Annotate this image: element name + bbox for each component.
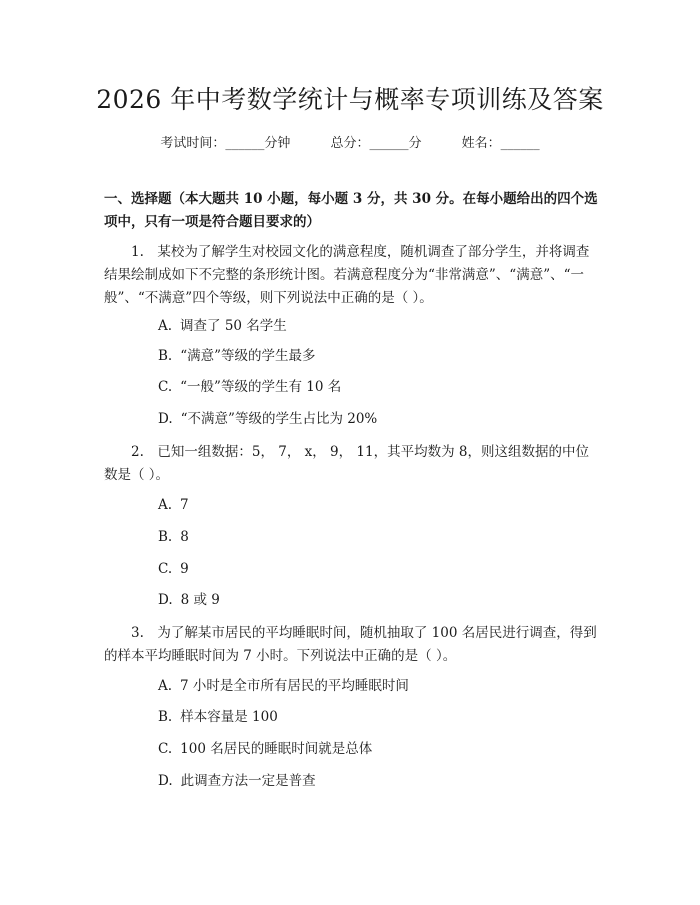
question-3-stem: 3. 为了解某市居民的平均睡眠时间，随机抽取了 100 名居民进行调查，得到的样本平均睡眠时间为 7 小时。下列说法中正确的是（ ）。 (104, 625, 597, 664)
section-heading: 一、选择题（本大题共 10 小题，每小题 3 分，共 30 分。在每小题给出的四个选项中，只有一项是符合题目要求的） (104, 191, 598, 230)
question-1-option-c (158, 377, 341, 397)
question-2-option-a (158, 495, 189, 515)
page-title: 2026 年中考数学统计与概率专项训练及答案 (96, 85, 604, 114)
exam-info-line (0, 132, 700, 151)
option-letter: C. (158, 741, 173, 757)
option-text: “满意”等级的学生最多 (180, 348, 316, 364)
question-1-option-a (158, 316, 287, 336)
question-1-option-b (158, 346, 316, 366)
option-text: 7 小时是全市所有居民的平均睡眠时间 (180, 678, 409, 694)
option-text: 8 (180, 529, 189, 545)
option-letter: A. (158, 318, 173, 334)
question-3-option-d (158, 771, 316, 791)
option-text: 调查了 50 名学生 (180, 318, 287, 334)
option-text: “不满意”等级的学生占比为 20% (180, 411, 378, 427)
option-text: 此调查方法一定是普查 (180, 773, 316, 789)
option-letter: D. (158, 411, 173, 427)
option-letter: B. (158, 709, 173, 725)
question-2-option-b (158, 527, 189, 547)
option-letter: C. (158, 379, 173, 395)
option-text: 100 名居民的睡眠时间就是总体 (180, 741, 373, 757)
question-2-option-c (158, 559, 189, 579)
option-letter: D. (158, 592, 173, 608)
question-3-option-a (158, 676, 409, 696)
option-letter: C. (158, 561, 173, 577)
student-name-field: 姓名：______ (461, 136, 540, 151)
option-letter: B. (158, 348, 173, 364)
option-letter: A. (158, 678, 173, 694)
question-1-stem: 1. 某校为了解学生对校园文化的满意程度，随机调查了部分学生，并将调查结果绘制成如下不完整的条形统计图。若满意程度分为“非常满意”、“满意”、“一般”、“不满意”四个等级，则下列说法中正确的是（ ）。 (104, 244, 590, 306)
option-text: “一般”等级的学生有 10 名 (180, 379, 342, 395)
option-text: 8 或 9 (180, 592, 220, 608)
option-letter: A. (158, 497, 173, 513)
question-3-option-b (158, 707, 278, 727)
option-text: 9 (180, 561, 189, 577)
question-2-option-d (158, 590, 220, 610)
option-letter: D. (158, 773, 173, 789)
option-text: 样本容量是 100 (180, 709, 278, 725)
total-score-field: 总分：______分 (330, 136, 422, 151)
option-text: 7 (180, 497, 189, 513)
question-2-stem: 2. 已知一组数据：5， 7， x， 9， 11，其平均数为 8，则这组数据的中位数是（ ）。 (104, 444, 589, 483)
question-3-option-c (158, 739, 372, 759)
question-1-option-d (158, 409, 377, 429)
exam-time-field: 考试时间：______分钟 (160, 136, 291, 151)
option-letter: B. (158, 529, 173, 545)
